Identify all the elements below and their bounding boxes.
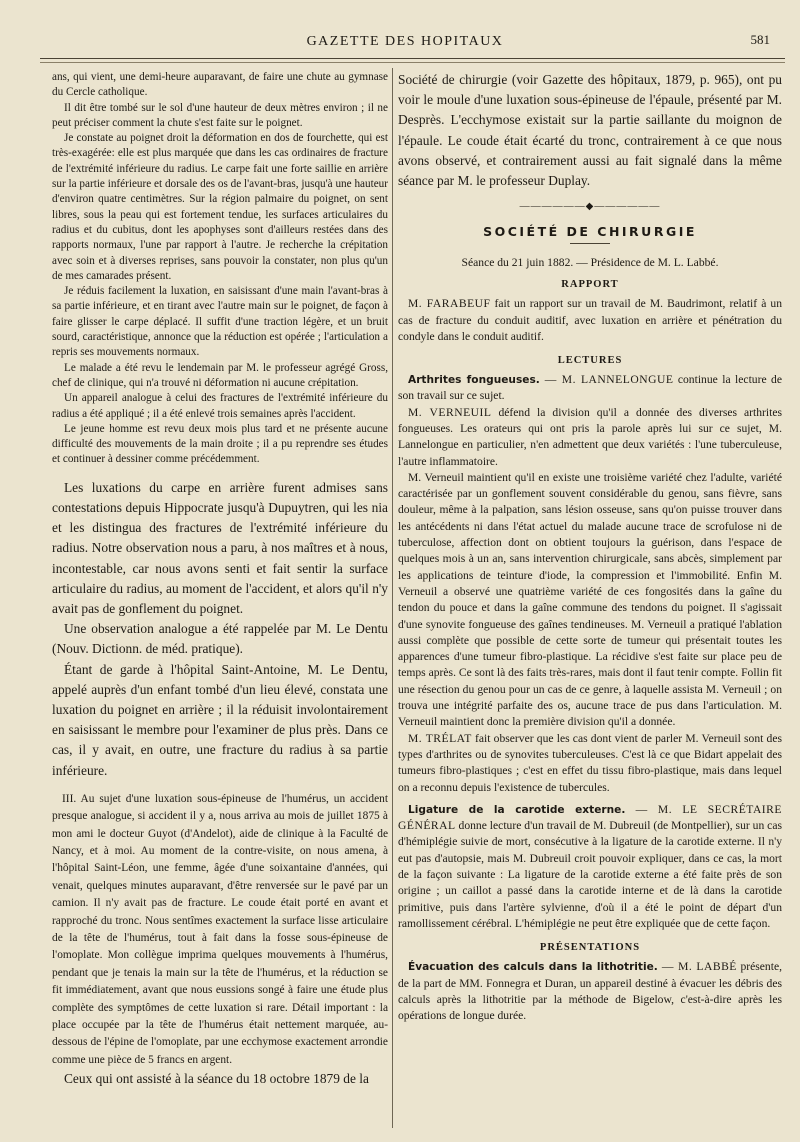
topic-lead: Évacuation des calculs dans la lithotritie.: [408, 961, 658, 974]
section-rule: [570, 243, 610, 244]
page-number: 581: [750, 32, 770, 47]
ligature-paragraph: Ligature de la carotide externe. — M. LE SECRÉTAIRE GÉNÉRAL donne lecture d'un travail de M. Dubreuil (de Montpellier), sur un cas d'hémiplégie suivie de mort, consécutive à la ligature de la carotide externe. Il n'y eut pas d'autopsie, mais M. Dubreuil croit pouvoir expliquer, dans ce cas, la mort de la façon suivante : La ligature de la carotide externe a été faite près de son origine ; un caillot a passé dans la carotide interne et de là dans la carotide primitive, puis dans l'artère sylvienne, d'où il a été le point de départ d'un ramollissement cérébral. L'hémiplégie ne peut être expliquée que de cette façon.: [398, 802, 782, 930]
discussion-paragraph: Étant de garde à l'hôpital Saint-Antoine, M. Le Dentu, appelé auprès d'un enfant tombé d'un lieu élevé, constata une luxation du poignet en arrière ; il la réduisit involontairement en saisissant le membre pour l'examiner de plus près. Dans ce cas, il y avait, en outre, une fracture du radius à sa partie inférieure.: [52, 661, 388, 778]
speaker-name: M. VERNEUIL: [408, 405, 492, 419]
speaker-name: M. FARABEUF: [408, 297, 491, 311]
case-paragraph: Je réduis facilement la luxation, en saisissant d'une main l'avant-bras à sa partie inférieure, et en tirant avec l'autre main sur le poignet, de façon à faire glisser le carpe déplacé. Il suffit d'une traction légère, et un bruit sourd, caractéristique, annonce que la réduction est opérée ; l'articulation a repris ses mouvements normaux.: [52, 285, 388, 359]
verneuil-paragraph-2: M. Verneuil maintient qu'il en existe une troisième variété chez l'adulte, variété caractérisée par un gonflement souvent considérable du genou, sans fièvre, sans douleur, même à la palpation, sans lésion osseuse, sans qu'on puisse trouver dans les antécédents ni dans l'état actuel du malade aucune trace de scrofulose ni de tuberculose, affection dont on obtient toujours la guérison, dans l'espace de quelques mois à un an, sans intervention chirurgicale, sans abcès, simplement par les applications de teinture d'iode, la compression et l'immobilité. Enfin M. Verneuil a observé une quatrième variété de ces fongosités dans la gaîne du tendon du pouce et dans la gaîne commune des tendons du poignet. Il s'agissait d'une synovite fongueuse des gaînes tendineuses. M. Verneuil a pratiqué l'ablation aussi complète que possible de cette sorte de tumeur qui présentait toutes les apparences d'une tumeur fibro-plastique. La récidive s'est faite sur place peu de temps après. Ce sont là des faits très-rares, mais dont il faut tenir compte. Follin fit une résection du genou pour un cas de ce genre, à laquelle assista M. Verneuil ; on trouva une intégrité parfaite des os, aucune trace de pus dans l'articulation. M. Verneuil maintient donc la première division qu'il a donnée.: [398, 470, 782, 729]
evacuation-paragraph: Évacuation des calculs dans la lithotritie. — M. LABBÉ présente, de la part de MM. Fonnegra et Duran, un appareil destiné à évacuer les débris des calculs après la lithotritie par la méthode de Bigelow, c'est-à-dire après les opérations de longue durée.: [398, 960, 782, 1023]
ornament-divider: ——————◆——————: [519, 201, 661, 213]
speaker-name: M. TRÉLAT: [408, 731, 472, 745]
lectures-heading: LECTURES: [557, 355, 623, 367]
discussion-paragraph: Les luxations du carpe en arrière furent admises sans contestations depuis Hippocrate jusqu'à Dupuytren, qui les nia et les distingua des fractures de l'extrémité inférieure du radius. Notre observation nous a paru, à nos maîtres et à nous, incontestable, car nous avons senti et fait sentir la surface articulaire du radius, au moment de l'accident, et alors qu'il n'y avait pas de gonflement du poignet.: [52, 479, 388, 616]
intro-paragraph: Société de chirurgie (voir Gazette des hôpitaux, 1879, p. 965), ont pu voir le moule d'une luxation sous-épineuse de l'épaule, présenté par M. Desprès. L'ecchymose existait sur la partie saillante du moignon de l'épaule. Le coude était écarté du tronc, contrairement à ce que nous avons observé, et contrairement aussi au fait signalé dans la même séance par M. le professeur Duplay.: [398, 72, 782, 189]
case-paragraph: Je constate au poignet droit la déformation en dos de fourchette, qui est très-exagérée: elle est plus marquée que dans les cas ordinaires de fracture de l'extrémité inférieure du radius. Le carpe fait une forte saillie en arrière sur la partie inférieure et dorsale des os de l'avant-bras, jusqu'à une hauteur d'environ quatre centimètres. Sur la région palmaire du poignet, on sent libres, sous la peau qui est fortement tendue, les surfaces articulaires du radius et du cubitus, dont les apophyses sont d'ailleurs restées dans des rapports normaux, l'une par rapport à l'autre. Je recherche la crépitation avec soin et à diverses reprises, sans pouvoir la constater, non plus qu'un de mes camarades présent.: [52, 132, 388, 282]
observation-three: [52, 791, 388, 1070]
arthrites-paragraph: Arthrites fongueuses. — M. LANNELONGUE continue la lecture de son travail sur ce sujet.: [398, 373, 782, 403]
discussion-paragraph: Une observation analogue a été rappelée par M. Le Dentu (Nouv. Dictionn. de méd. pratique).: [52, 621, 388, 657]
journal-title: GAZETTE DES HOPITAUX: [306, 34, 504, 49]
rapport-paragraph: M. FARABEUF fait un rapport sur un travail de M. Baudrimont, relatif à un cas de fracture du conduit auditif, avec luxation en arrière et pénétration du condyle dans le conduit auditif.: [398, 297, 782, 343]
column-divider: [392, 68, 393, 1128]
header-rule: [40, 58, 785, 59]
case-paragraph: Il dit être tombé sur le sol d'une hauteur de deux mètres environ ; il ne peut préciser comment la chute s'est faite sur le poignet.: [52, 101, 388, 129]
case-paragraph: Un appareil analogue à celui des fractures de l'extrémité inférieure du radius a été appliqué ; il a été enlevé trois semaines après l'accident.: [52, 392, 388, 420]
case-paragraph: Le malade a été revu le lendemain par M. le professeur agrégé Gross, chef de clinique, qui n'a trouvé ni déformation ni aucune crépitation.: [52, 361, 388, 389]
right-column: [398, 70, 782, 1140]
rapport-heading: RAPPORT: [561, 279, 619, 291]
left-column: [52, 70, 388, 1140]
verneuil-paragraph: M. VERNEUIL défend la division qu'il a donnée des diverses arthrites fongueuses. Les orateurs qui ont pris la parole après lui sur ce sujet, M. Lannelongue en particulier, n'en admettent que deux variétés : l'une tuberculeuse, l'autre inflammatoire.: [398, 405, 782, 468]
case-paragraph: Le jeune homme est revu deux mois plus tard et ne présente aucune difficulté des mouvements de la main droite ; il a pu reprendre ses études et continuer à dessiner comme précédemment.: [52, 422, 388, 466]
page-header: [30, 30, 780, 56]
case-report: [52, 70, 388, 468]
seance-line: Séance du 21 juin 1882. — Présidence de M. L. Labbé.: [461, 256, 719, 270]
discussion: [52, 478, 388, 781]
trelat-paragraph: M. TRÉLAT fait observer que les cas dont vient de parler M. Verneuil sont des types d'arthrites ou de synovites tuberculeuses. C'est là ce que Bidart appelait des tumeurs fibro-plastiques ; c'est en effet du tissu fibro-plastique, mais dans lequel on a reconnu depuis l'existence de tubercules.: [398, 731, 782, 794]
presentations-heading: PRÉSENTATIONS: [539, 942, 641, 954]
section-title: SOCIÉTÉ DE CHIRURGIE: [483, 224, 697, 240]
closing-line: Ceux qui ont assisté à la séance du 18 octobre 1879 de la: [64, 1071, 369, 1087]
topic-lead: Ligature de la carotide externe.: [408, 803, 626, 816]
header-rule-secondary: [40, 62, 785, 63]
topic-lead: Arthrites fongueuses.: [408, 374, 540, 387]
case-paragraph: ans, qui vient, une demi-heure auparavant, de faire une chute au gymnase du Cercle catholique.: [52, 71, 388, 99]
observation-paragraph: III. Au sujet d'une luxation sous-épineuse de l'humérus, un accident presque analogue, si accident il y a, nous arriva au mois de juillet 1875 à mon ami le docteur Guyot (d'Andelot), aide de clinique à la Faculté de Nancy, et à moi. Au moment de la contre-visite, on nous amena, à l'hôpital Saint-Léon, une femme, âgée d'une soixantaine d'années, qui venait, quelques minutes auparavant, d'être renversée sur le pavé par un camion. Il n'y avait pas de fracture. Le coude était porté en avant et rapproché du tronc. Nous sentîmes exactement la surface lisse articulaire de la tête de l'humérus, tout à fait dans la fosse sous-épineuse de l'omoplate. Mon collègue imprima quelques mouvements à l'humérus, pendant que je tenais la main sur la tête de l'humérus, et la réduction se fit immédiatement, avant que nous eussions songé à faire une étude plus complète des symptômes de cette luxation si rare. Détail important : la place occupée par la tête de l'humérus était nettement marquée, au-dessous de l'épine de l'omoplate, par une ecchymose exactement arrondie comme une pièce de 5 francs en argent.: [52, 792, 388, 1066]
